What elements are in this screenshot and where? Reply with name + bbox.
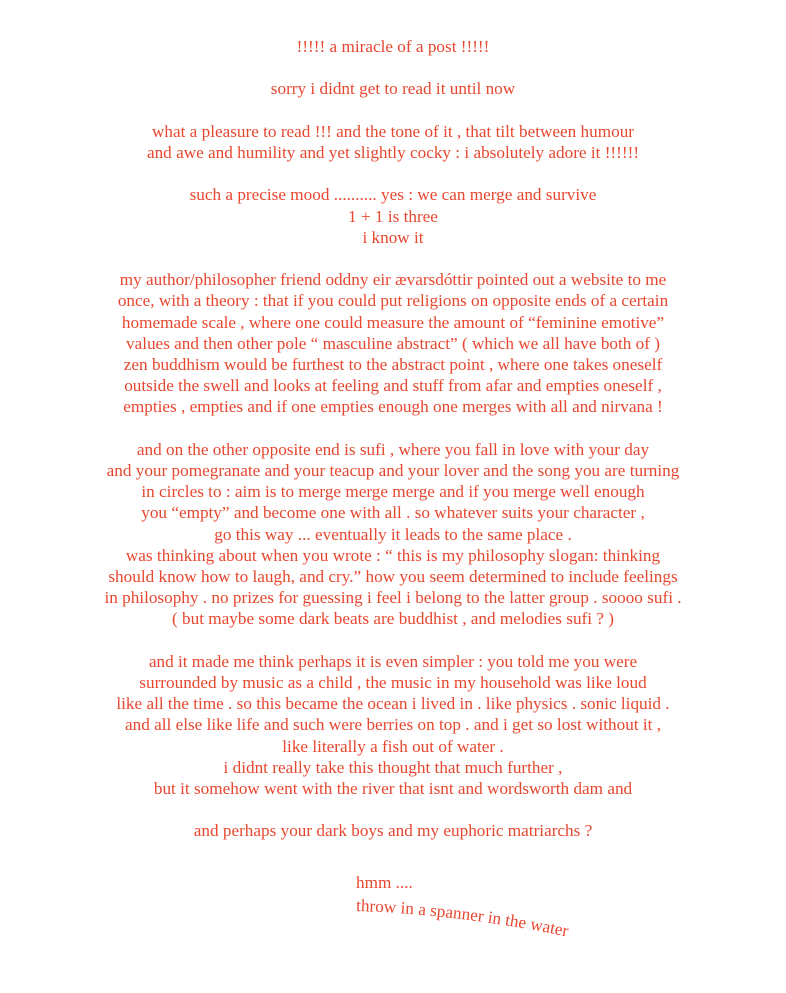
text-line: was thinking about when you wrote : “ this is my philosophy slogan: thinking	[125, 545, 661, 565]
text-line: ( but maybe some dark beats are buddhist , and melodies sufi ? )	[172, 609, 614, 629]
text-line: zen buddhism would be furthest to the abstract point , where one takes oneself	[123, 354, 663, 374]
text-line: values and then other pole “ masculine abstract” ( which we all have both of )	[125, 333, 661, 353]
text-line: like literally a fish out of water .	[282, 736, 504, 756]
paragraph-5	[0, 269, 786, 417]
text-line: and perhaps your dark boys and my euphoric matriarchs ?	[193, 821, 593, 841]
text-line: in circles to : aim is to merge merge merge and if you merge well enough	[141, 482, 645, 502]
text-line: but it somehow went with the river that isnt and wordsworth dam and	[153, 779, 633, 799]
text-line: and on the other opposite end is sufi , where you fall in love with your day	[136, 439, 650, 459]
text-line: and your pomegranate and your teacup and your lover and the song you are turning	[106, 460, 680, 480]
text-line: empties , empties and if one empties enough one merges with all and nirvana !	[123, 397, 663, 417]
paragraph-8	[0, 820, 786, 841]
text-line: once, with a theory : that if you could put religions on opposite ends of a certain	[117, 291, 669, 311]
text-line: like all the time . so this became the ocean i lived in . like physics . sonic liquid .	[116, 694, 670, 714]
curved-closing-text	[356, 896, 571, 940]
text-line: you “empty” and become one with all . so whatever suits your character ,	[141, 503, 645, 523]
text-line: and it made me think perhaps it is even simpler : you told me you were	[148, 651, 638, 671]
text-line: and awe and humility and yet slightly cocky : i absolutely adore it !!!!!!	[146, 142, 640, 162]
paragraph-2	[0, 78, 786, 99]
text-line: i know it	[362, 227, 424, 247]
paragraph-7	[0, 651, 786, 799]
text-line: outside the swell and looks at feeling and stuff from afar and empties oneself ,	[124, 376, 662, 396]
curved-text-path: throw in a spanner in the water	[355, 896, 571, 941]
text-line: what a pleasure to read !!! and the tone of it , that tilt between humour	[151, 121, 635, 141]
text-line: !!!!! a miracle of a post !!!!!	[296, 37, 490, 56]
text-line: go this way ... eventually it leads to the same place .	[214, 524, 572, 544]
text-line: i didnt really take this thought that much further ,	[223, 757, 563, 777]
paragraph-6	[0, 439, 786, 630]
curved-closing-line	[352, 885, 652, 965]
letter-body	[0, 36, 786, 863]
text-line: in philosophy . no prizes for guessing i feel i belong to the latter group . soooo sufi .	[104, 588, 682, 608]
text-line: my author/philosopher friend oddny eir ævarsdóttir pointed out a website to me	[119, 270, 667, 290]
text-line: such a precise mood .......... yes : we can merge and survive	[189, 185, 597, 205]
closing-hmm-text: hmm ....	[356, 873, 413, 892]
paragraph-4	[0, 184, 786, 248]
paragraph-1	[0, 36, 786, 57]
text-line: should know how to laugh, and cry.” how you seem determined to include feelings	[108, 567, 678, 586]
paragraph-3	[0, 121, 786, 163]
text-line: sorry i didnt get to read it until now	[270, 79, 516, 99]
text-line: surrounded by music as a child , the music in my household was like loud	[139, 673, 647, 692]
text-line: and all else like life and such were berries on top . and i get so lost without it ,	[124, 715, 662, 735]
text-line: 1 + 1 is three	[348, 206, 438, 226]
text-line: homemade scale , where one could measure the amount of “feminine emotive”	[121, 312, 665, 332]
